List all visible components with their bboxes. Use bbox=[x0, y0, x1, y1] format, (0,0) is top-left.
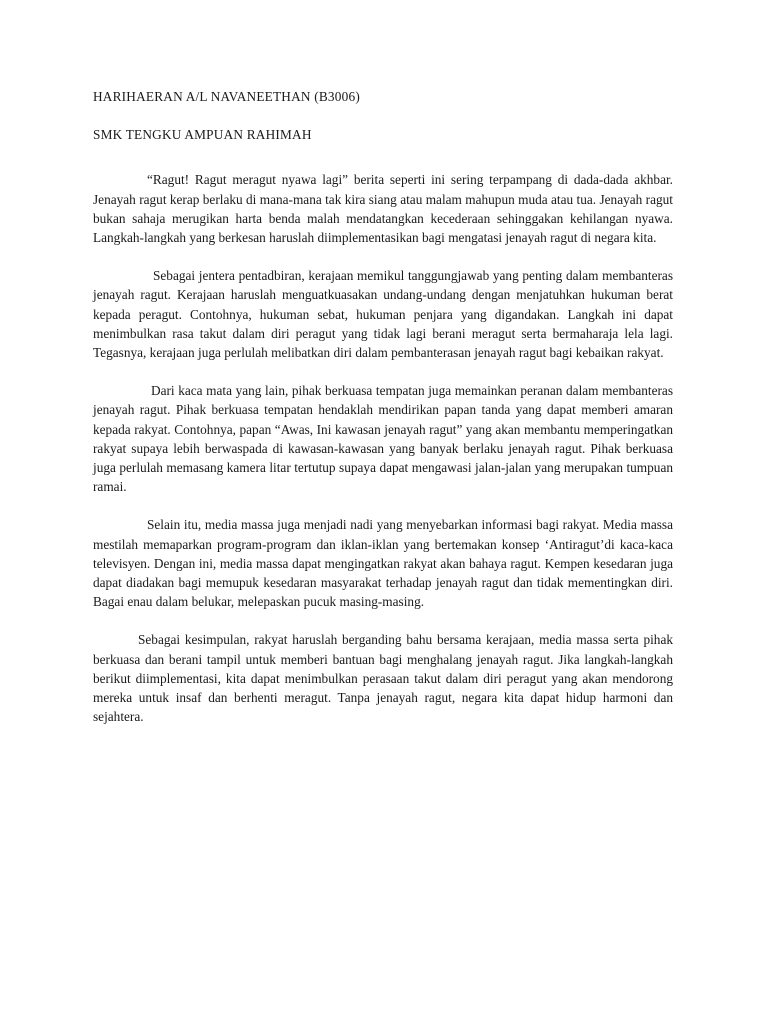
school-name: SMK TENGKU AMPUAN RAHIMAH bbox=[93, 127, 312, 143]
paragraph-introduction: “Ragut! Ragut meragut nyawa lagi” berita seperti ini sering terpampang di dada-dada akhbar. Jenayah ragut kerap berlaku di mana-mana tak kira siang atau malam mahupun muda atau tua. Jenayah ragut bukan sahaja merugikan harta benda malah mendatangkan kecederaan sehinggakan kehilangan nyawa. Langkah-langkah yang berkesan haruslah diimplementasikan bagi mengatasi jenayah ragut di negara kita. bbox=[93, 172, 673, 246]
document-body bbox=[93, 87, 673, 745]
paragraph-mass-media: Selain itu, media massa juga menjadi nadi yang menyebarkan informasi bagi rakyat. Media massa mestilah memaparkan program-program dan iklan-iklan yang bertemakan konsep ‘Antiragut’di kaca-kaca televisyen. Dengan ini, media massa dapat mengingatkan rakyat akan bahaya ragut. Kempen kesedaran juga dapat diadakan bagi memupuk kesedaran masyarakat terhadap jenayah ragut dan tidak mementingkan diri. Bagai enau dalam belukar, melepaskan pucuk masing-masing. bbox=[93, 517, 673, 610]
student-name: HARIHAERAN A/L NAVANEETHAN (B3006) bbox=[93, 89, 360, 104]
paragraph-government: Sebagai jentera pentadbiran, kerajaan memikul tanggungjawab yang penting dalam membanteras jenayah ragut. Kerajaan haruslah menguatkuasakan undang-undang dengan menjatuhkan hukuman berat kepada peragut. Contohnya, hukuman sebat, hukuman penjara yang digandakan. Langkah ini dapat menimbulkan rasa takut dalam diri peragut yang tidak lagi berani meragut serta bermaharaja lela lagi. Tegasnya, kerajaan juga perlulah melibatkan diri dalam pembanterasan jenayah ragut bagi kebaikan rakyat. bbox=[93, 268, 673, 361]
paragraph-conclusion: Sebagai kesimpulan, rakyat haruslah berganding bahu bersama kerajaan, media massa serta pihak berkuasa dan berani tampil untuk memberi bantuan bagi menghalang jenayah ragut. Jika langkah-langkah berikut diimplementasi, kita dapat menimbulkan perasaan takut dalam diri peragut yang akan mendorong mereka untuk insaf dan berhenti meragut. Tanpa jenayah ragut, negara kita dapat hidup harmoni dan sejahtera. bbox=[93, 632, 673, 725]
paragraph-local-authority: Dari kaca mata yang lain, pihak berkuasa tempatan juga memainkan peranan dalam membanteras jenayah ragut. Pihak berkuasa tempatan hendaklah mendirikan papan tanda yang dapat memberi amaran kepada rakyat. Contohnya, papan “Awas, Ini kawasan jenayah ragut” yang akan membantu memperingatkan rakyat supaya lebih berwaspada di kawasan-kawasan yang banyak berlaku jenayah ragut. Pihak berkuasa juga perlulah memasang kamera litar tertutup supaya dapat mengawasi jalan-jalan yang merupakan tumpuan ramai. bbox=[93, 383, 673, 495]
